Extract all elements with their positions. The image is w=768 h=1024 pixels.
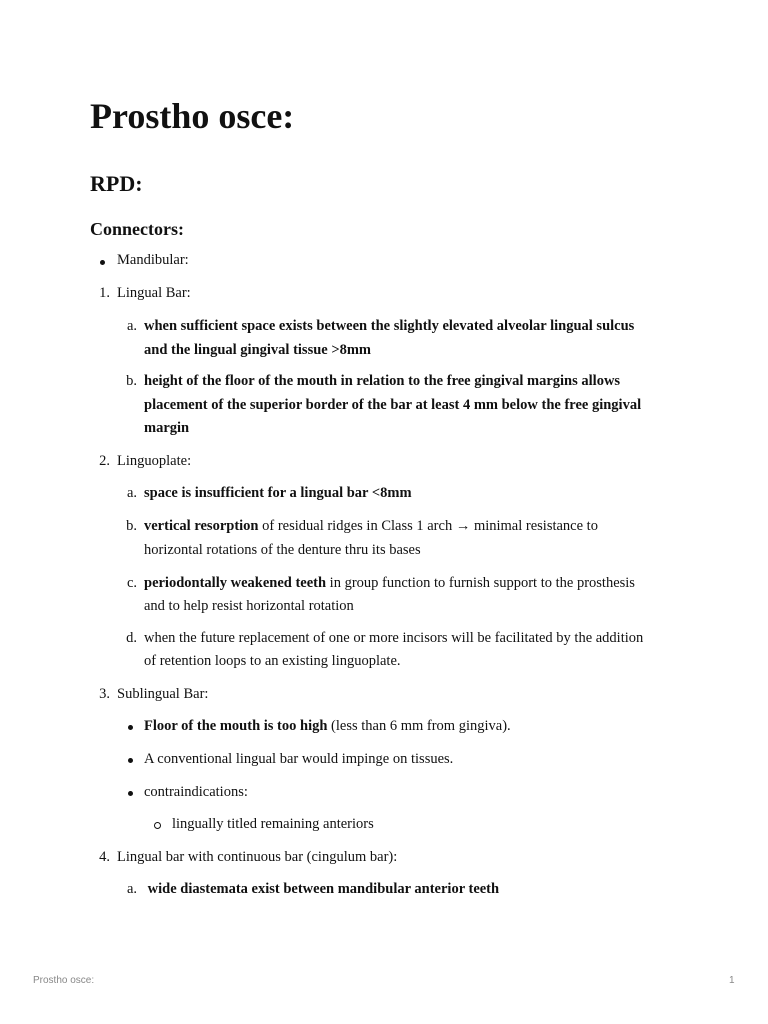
list-item-continuous-bar: Lingual bar with continuous bar (cingulum bar):	[117, 849, 398, 865]
bullet-marker	[128, 791, 133, 796]
list-item-4a: wide diastemata exist between mandibular anterior teeth	[144, 881, 500, 897]
list-marker: 3.	[99, 686, 110, 702]
list-item-2b-line1: vertical resorption of residual ridges in Class 1 arch → minimal resistance to	[144, 518, 598, 534]
list-marker: 1.	[99, 285, 110, 301]
list-item-1a-line2: and the lingual gingival tissue >8mm	[144, 342, 372, 358]
list-item-1b-line3: margin	[144, 420, 190, 436]
list-marker: a.	[126, 318, 137, 334]
list-item-1a-line1: when sufficient space exists between the slightly elevated alveolar lingual sulcus	[144, 318, 635, 334]
list-marker: 2.	[99, 453, 110, 469]
list-marker: 4.	[99, 849, 110, 865]
list-item-3-bullet1: Floor of the mouth is too high (less than 6 mm from gingiva).	[144, 718, 511, 734]
list-marker: d.	[126, 630, 137, 646]
list-marker: a.	[126, 881, 137, 897]
list-item-1b-line1: height of the floor of the mouth in relation to the free gingival margins allows	[144, 373, 621, 389]
list-item-2d-line2: of retention loops to an existing linguoplate.	[144, 653, 401, 669]
list-item-3-bullet3: contraindications:	[144, 784, 248, 800]
section-heading: RPD:	[90, 171, 143, 196]
footer-title: Prostho osce:	[33, 975, 95, 986]
list-item-mandibular: Mandibular:	[117, 252, 189, 268]
list-item-linguoplate: Linguoplate:	[117, 453, 192, 469]
bullet-marker	[100, 260, 105, 265]
list-item-sublingual-bar: Sublingual Bar:	[117, 686, 209, 702]
list-marker: b.	[126, 373, 137, 389]
list-item-2d-line1: when the future replacement of one or more incisors will be facilitated by the addition	[144, 630, 644, 646]
list-item-2c-line1: periodontally weakened teeth in group function to furnish support to the prosthesis	[144, 575, 635, 591]
page-title: Prostho osce:	[90, 96, 295, 136]
list-item-3-subbullet: lingually titled remaining anteriors	[172, 816, 374, 832]
list-item-2c-line2: and to help resist horizontal rotation	[144, 598, 354, 614]
list-item-2b-line2: horizontal rotations of the denture thru its bases	[144, 542, 421, 558]
page-number: 1	[729, 975, 735, 986]
list-marker: b.	[126, 518, 137, 534]
list-marker: c.	[126, 575, 137, 591]
subsection-heading: Connectors:	[90, 219, 184, 239]
list-item-3-bullet2: A conventional lingual bar would impinge on tissues.	[144, 751, 454, 767]
circle-bullet-marker	[154, 822, 161, 829]
list-item-1b-line2: placement of the superior border of the bar at least 4 mm below the free gingival	[144, 397, 642, 413]
bullet-marker	[128, 725, 133, 730]
list-item-lingual-bar: Lingual Bar:	[117, 285, 191, 301]
bullet-marker	[128, 758, 133, 763]
list-marker: a.	[126, 485, 137, 501]
list-item-2a: space is insufficient for a lingual bar <8mm	[144, 485, 412, 501]
